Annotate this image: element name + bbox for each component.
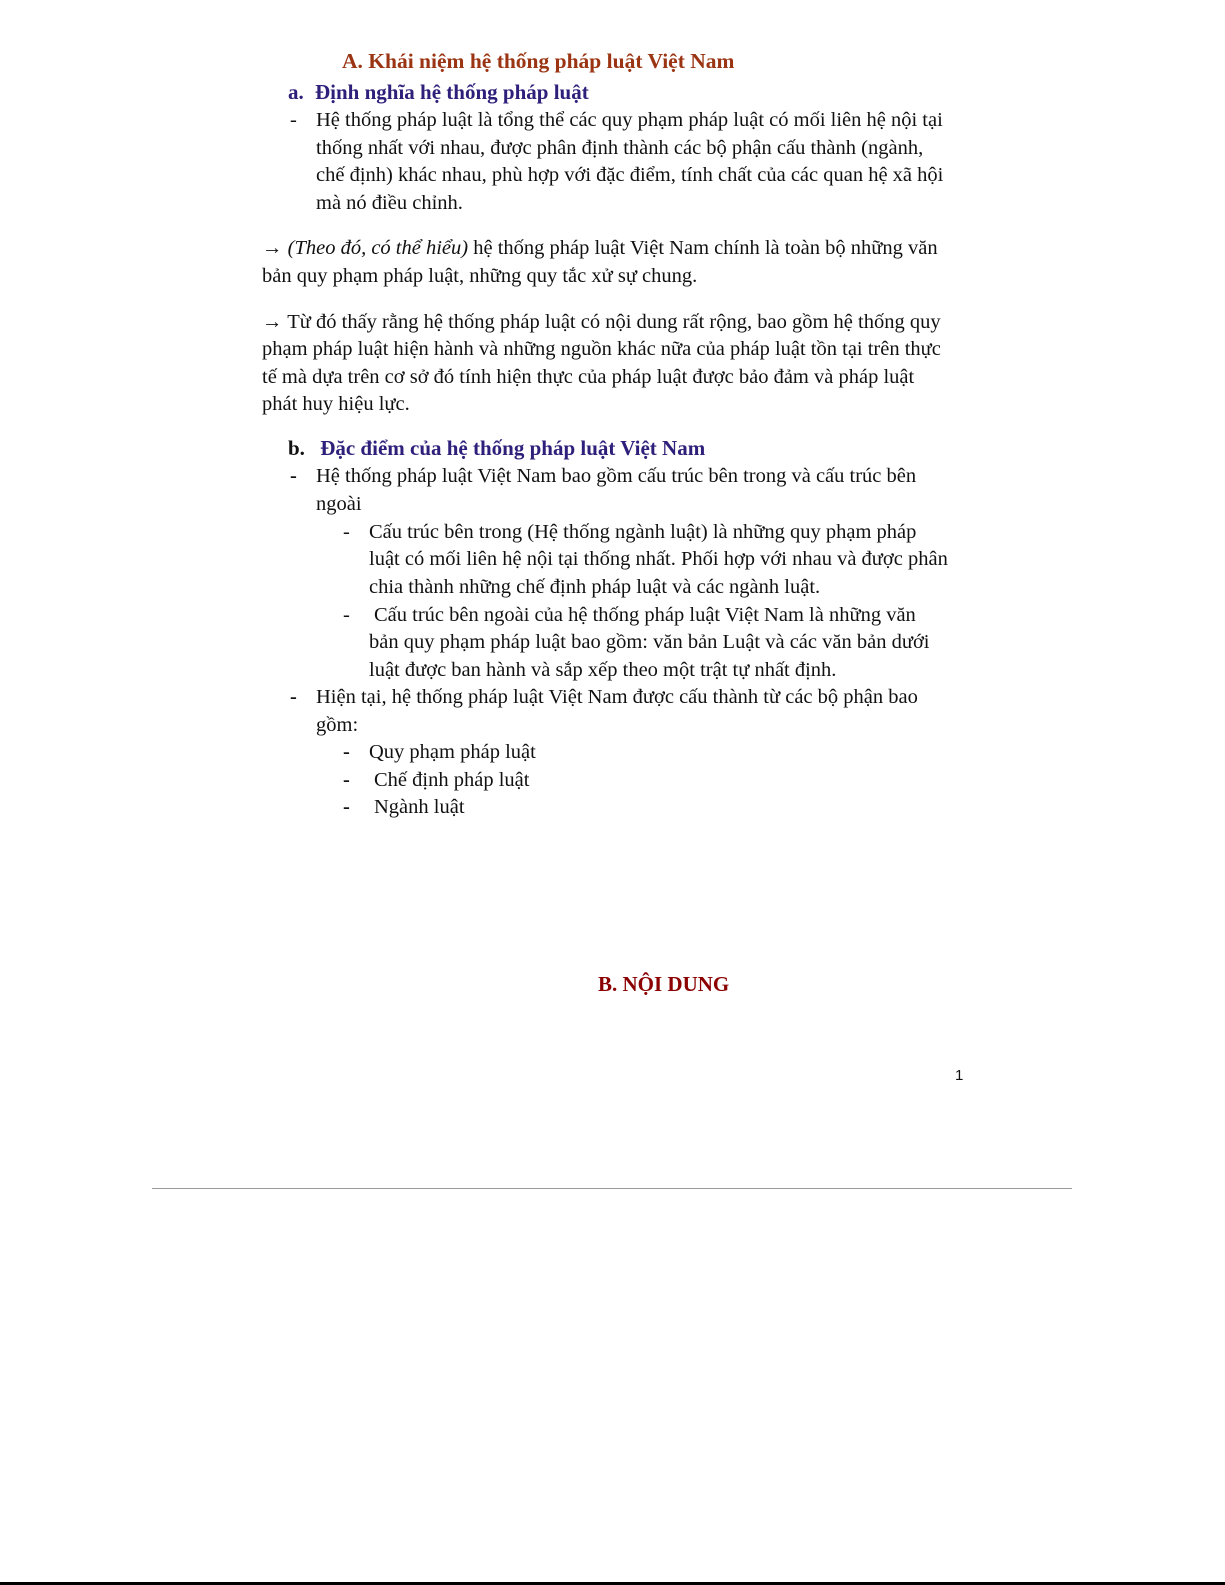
structure-line: ngoài [316,493,362,515]
list-item: Chế định pháp luật [374,769,530,791]
paragraph-1-line-2: bản quy phạm pháp luật, những quy tắc xử sự chung. [262,265,698,287]
list-dash: - [343,741,350,763]
external-structure-line: luật được ban hành và sắp xếp theo một trật tự nhất định. [369,659,837,681]
page-number: 1 [955,1067,964,1084]
paragraph-2-line: tế mà dựa trên cơ sở đó tính hiện thực của pháp luật được bảo đảm và pháp luật [262,366,915,388]
list-dash: - [343,769,350,791]
paragraph-1-italic: (Theo đó, có thể hiểu) [287,237,469,259]
internal-structure-line: luật có mối liên hệ nội tại thống nhất. Phối hợp với nhau và được phân [369,548,948,570]
list-dash: - [343,796,350,818]
structure-line: Hệ thống pháp luật Việt Nam bao gồm cấu trúc bên trong và cấu trúc bên [316,465,917,487]
internal-structure-line: chia thành những chế định pháp luật và các ngành luật. [369,576,821,598]
section-a-title: Định nghĩa hệ thống pháp luật [315,80,589,104]
heading-a: A. Khái niệm hệ thống pháp luật Việt Nam [342,49,735,73]
section-b-heading [288,436,705,461]
bullet-dash: - [290,465,297,487]
list-item: Quy phạm pháp luật [369,741,536,763]
components-intro-line: Hiện tại, hệ thống pháp luật Việt Nam được cấu thành từ các bộ phận bao [316,686,918,708]
paragraph-2-line: phạm pháp luật hiện hành và những nguồn khác nữa của pháp luật tồn tại trên thực [262,338,941,360]
heading-b: B. NỘI DUNG [598,972,730,996]
list-item: Ngành luật [374,796,465,818]
definition-line: thống nhất với nhau, được phân định thành các bộ phận cấu thành (ngành, [316,137,924,159]
arrow-icon: → [262,237,283,259]
section-b-title: Đặc điểm của hệ thống pháp luật Việt Nam [320,436,706,460]
paragraph-2-line: phát huy hiệu lực. [262,393,410,415]
bullet-dash: - [290,686,297,708]
internal-structure-line: Cấu trúc bên trong (Hệ thống ngành luật) là những quy phạm pháp [369,521,917,543]
section-b-marker: b. [288,436,305,460]
section-a-marker: a. [288,80,304,104]
paragraph-1-line-1 [262,234,938,262]
definition-line: chế định) khác nhau, phù hợp với đặc điểm, tính chất của các quan hệ xã hội [316,164,944,186]
page-break-divider [152,1188,1072,1189]
definition-line: mà nó điều chỉnh. [316,192,463,214]
external-structure-line: bản quy phạm pháp luật bao gồm: văn bản Luật và các văn bản dưới [369,631,930,653]
sub-bullet-dash: - [343,604,350,626]
paragraph-1-text: hệ thống pháp luật Việt Nam chính là toàn bộ những văn [473,237,938,259]
paragraph-2-line: → Từ đó thấy rằng hệ thống pháp luật có nội dung rất rộng, bao gồm hệ thống quy [262,311,941,333]
sub-bullet-dash: - [343,521,350,543]
components-intro-line: gồm: [316,714,359,736]
bullet-dash: - [290,109,297,131]
definition-line: Hệ thống pháp luật là tổng thể các quy phạm pháp luật có mối liên hệ nội tại [316,109,943,131]
section-a-heading [288,80,589,105]
external-structure-line: Cấu trúc bên ngoài của hệ thống pháp luật Việt Nam là những văn [374,604,916,626]
